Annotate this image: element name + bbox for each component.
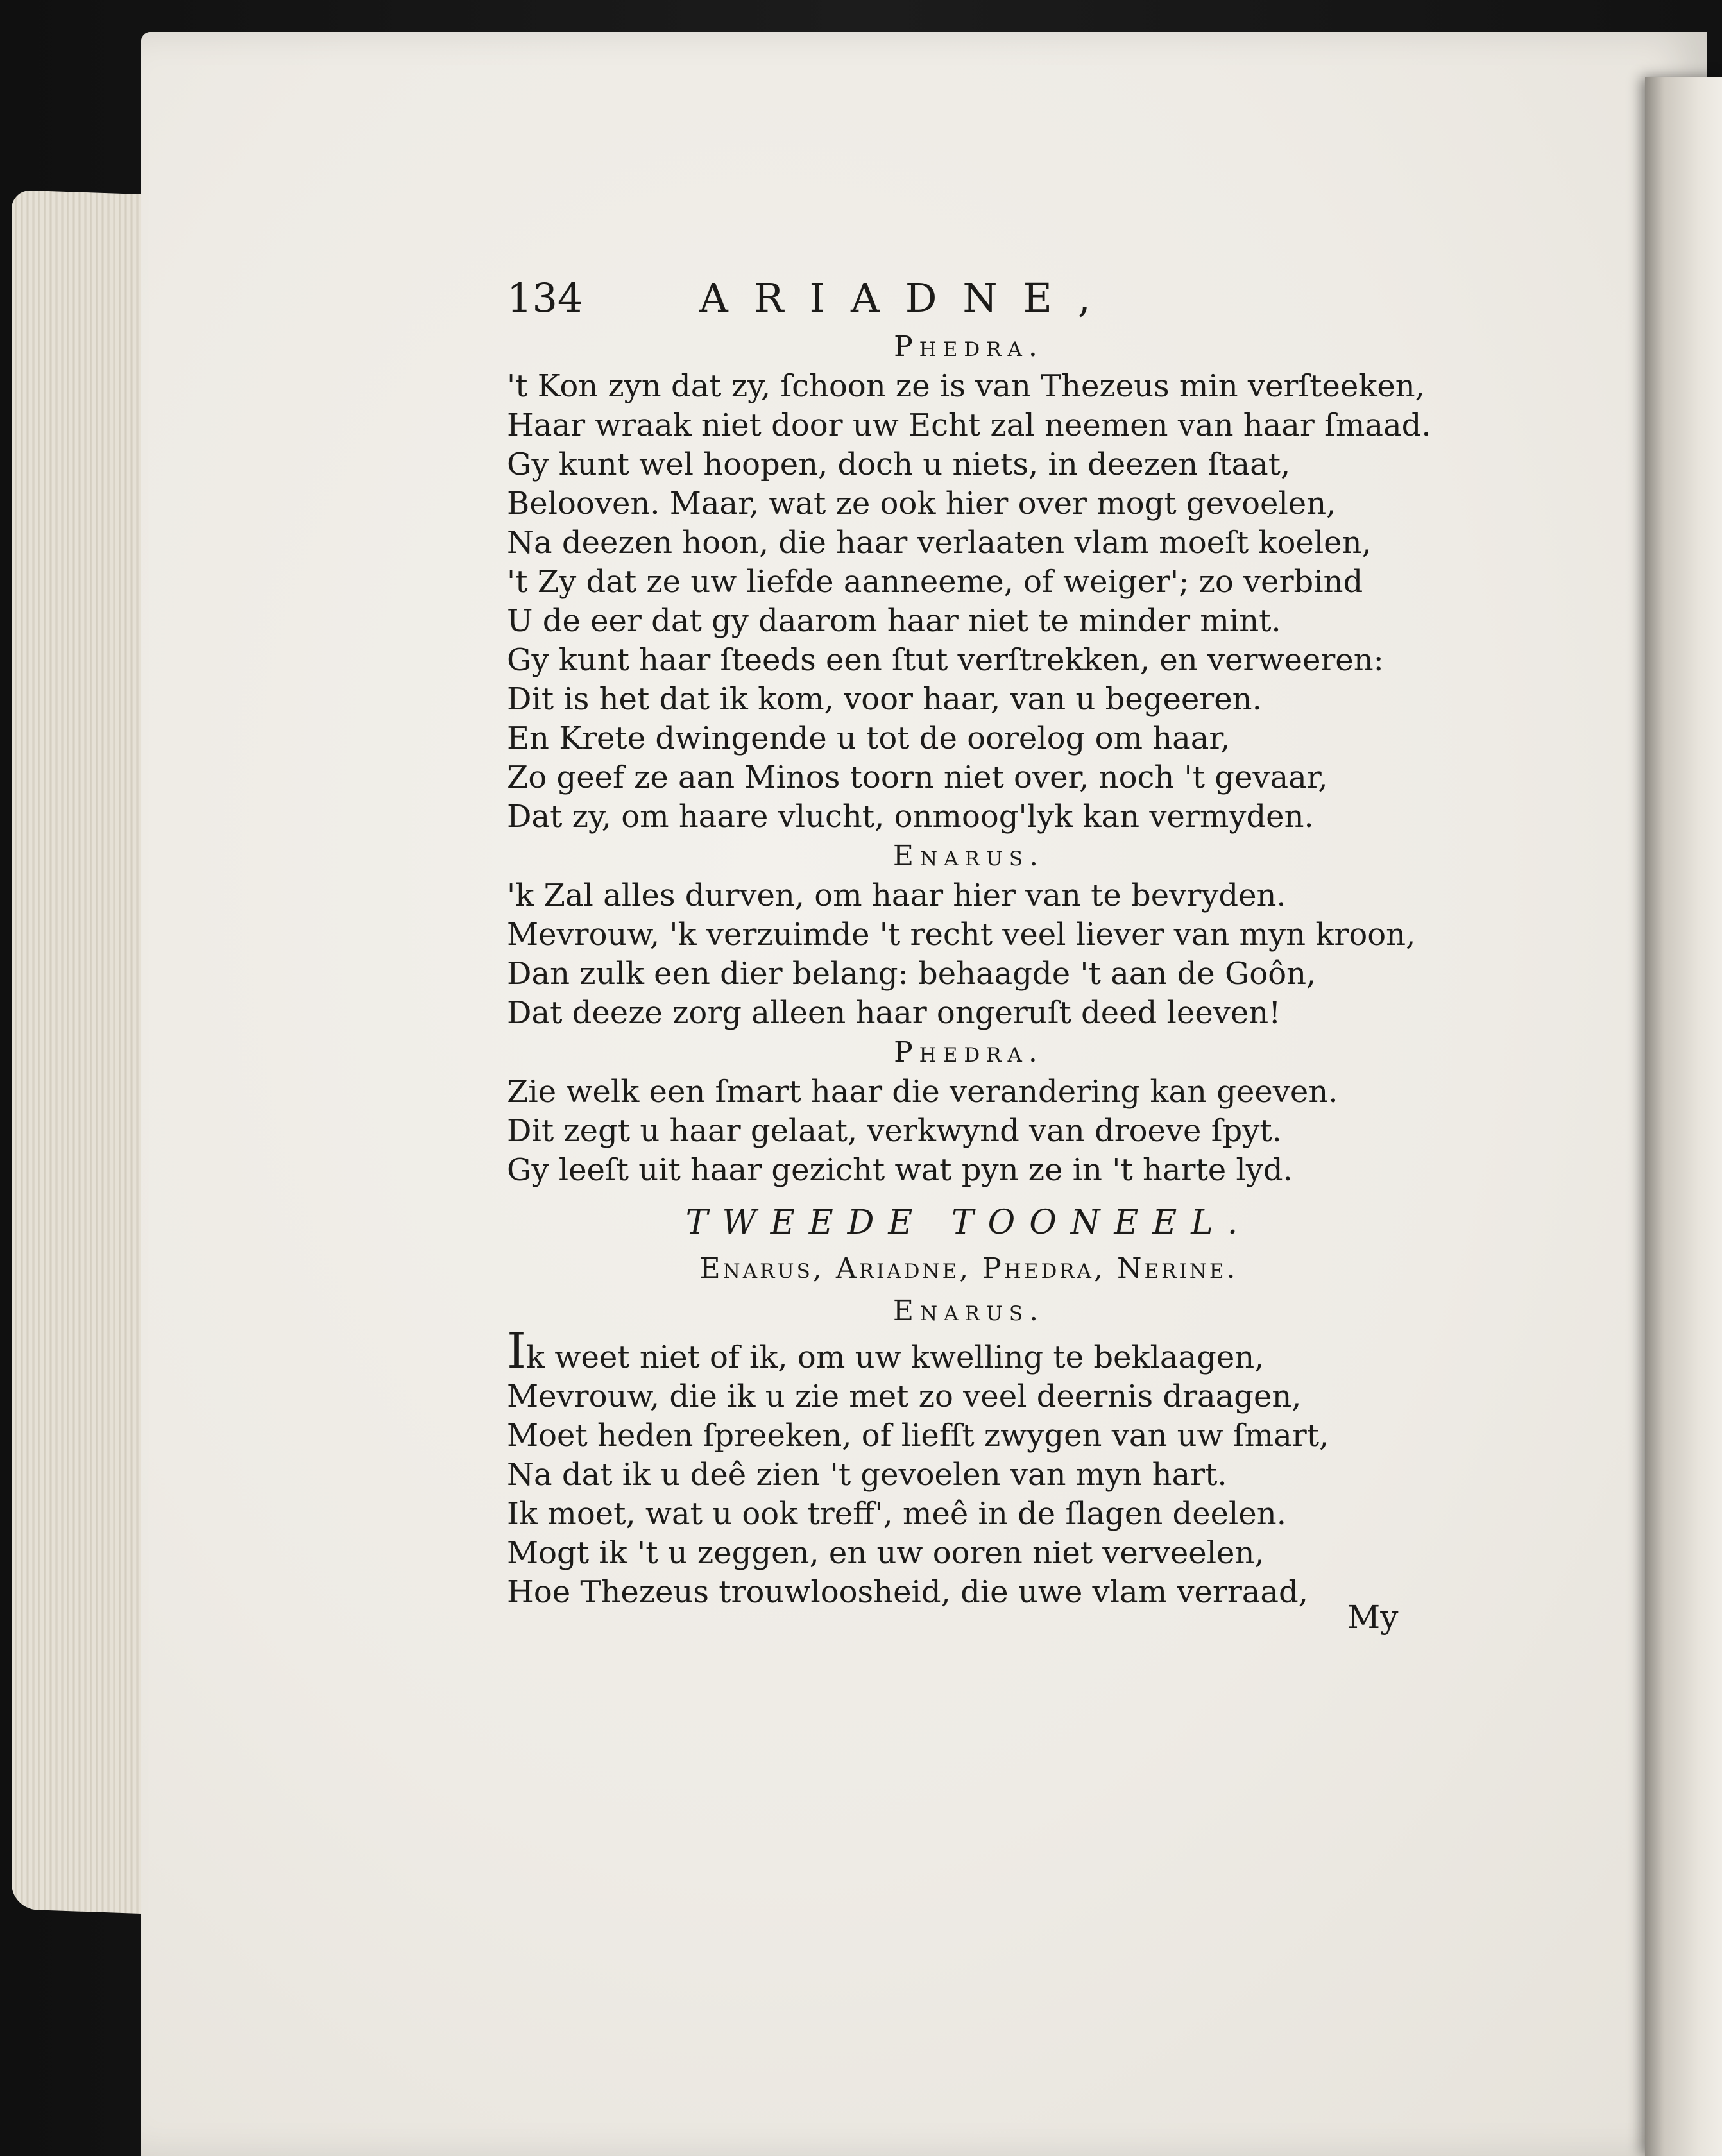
page-number: 134: [507, 275, 583, 321]
verse-line: Gy kunt wel hoopen, doch u niets, in deezen ſtaat,: [507, 446, 1291, 482]
verse-line: Belooven. Maar, wat ze ook hier over mogt gevoelen,: [507, 486, 1336, 522]
speaker-heading: Phedra.: [894, 1036, 1044, 1069]
verse-line: Dat zy, om haare vlucht, onmoog'lyk kan vermyden.: [507, 799, 1314, 835]
verse-line: 'k Zal alles durven, om haar hier van te bevryden.: [507, 878, 1286, 913]
verse-line: Zo geef ze aan Minos toorn niet over, noch 't gevaar,: [507, 760, 1328, 795]
cast-list: Enarus, Ariadne, Phedra, Nerine.: [699, 1252, 1238, 1285]
verse-line: Hoe Thezeus trouwloosheid, die uwe vlam verraad,: [507, 1574, 1308, 1610]
verse-line: Gy kunt haar ſteeds een ſtut verſtrekken, en verweeren:: [507, 642, 1384, 678]
verse-line: Mevrouw, die ik u zie met zo veel deernis draagen,: [507, 1379, 1302, 1414]
verse-line: Dan zulk een dier belang: behaagde 't aan de Goôn,: [507, 956, 1317, 992]
catchword: My: [1347, 1599, 1399, 1636]
verse-line: Dit zegt u haar gelaat, verkwynd van droeve ſpyt.: [507, 1113, 1282, 1149]
verse-line: Mevrouw, 'k verzuimde 't recht veel liever van myn kroon,: [507, 917, 1416, 953]
verse-line: Dit is het dat ik kom, voor haar, van u begeeren.: [507, 681, 1262, 717]
verse-line: Dat deeze zorg alleen haar ongeruſt deed leeven!: [507, 995, 1281, 1031]
speaker-heading: Enarus.: [892, 840, 1045, 872]
verse-line: U de eer dat gy daarom haar niet te minder mint.: [507, 603, 1281, 639]
verse-line: Zie welk een ſmart haar die verandering kan geeven.: [507, 1074, 1338, 1110]
verse-line: 't Zy dat ze uw liefde aanneeme, of weiger'; zo verbind: [507, 564, 1363, 600]
page-edges: [12, 190, 159, 1914]
speaker-heading: Phedra.: [894, 330, 1044, 363]
running-title: ARIADNE,: [699, 275, 1116, 321]
verse-line: Gy leeſt uit haar gezicht wat pyn ze in 't harte lyd.: [507, 1152, 1293, 1188]
facing-page-edge: [1645, 77, 1722, 2156]
verse-line: Na dat ik u deê zien 't gevoelen van myn hart.: [507, 1457, 1227, 1493]
verse-line: Mogt ik 't u zeggen, en uw ooren niet verveelen,: [507, 1535, 1265, 1571]
verse-line: En Krete dwingende u tot de oorelog om haar,: [507, 720, 1231, 756]
verse-line: Ik weet niet of ik, om uw kwelling te beklaagen,: [507, 1322, 1265, 1379]
page-text: [507, 269, 1431, 1612]
verse-line: 't Kon zyn dat zy, ſchoon ze is van Thezeus min verſteeken,: [507, 368, 1425, 404]
scene-title: TWEEDE TOONEEL.: [685, 1203, 1252, 1242]
verse-line: Haar wraak niet door uw Echt zal neemen van haar ſmaad.: [507, 407, 1431, 443]
speaker-heading: Enarus.: [892, 1294, 1045, 1327]
verse-line: Na deezen hoon, die haar verlaaten vlam moeſt koelen,: [507, 525, 1372, 561]
verse-line: Moet heden ſpreeken, of liefſt zwygen van uw ſmart,: [507, 1418, 1329, 1454]
running-header: [507, 269, 1431, 327]
play-content: [507, 327, 1431, 1612]
verse-line: Ik moet, wat u ook treff', meê in de ſlagen deelen.: [507, 1496, 1286, 1532]
